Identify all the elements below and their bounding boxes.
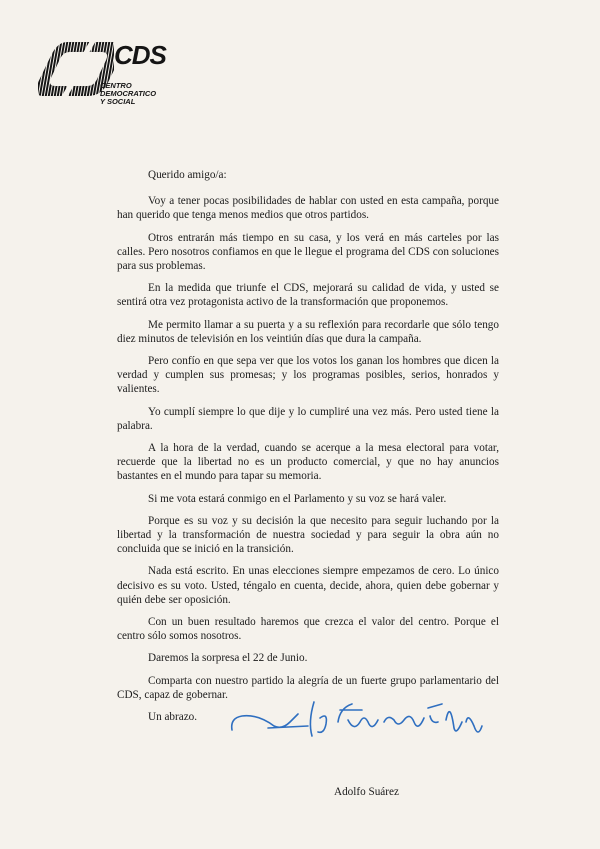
- logo-subtitle-line: CENTRO: [100, 81, 132, 90]
- paragraph: En la medida que triunfe el CDS, mejorará su calidad de vida, y usted se sentirá otra vez protagonista activo de la transformación que proponemos.: [117, 282, 499, 309]
- logo-subtitle: [100, 82, 180, 106]
- paragraph: Voy a tener pocas posibilidades de hablar con usted en esta campaña, porque han querido que tenga menos medios que otros partidos.: [117, 195, 499, 222]
- paragraph: Daremos la sorpresa el 22 de Junio.: [148, 652, 308, 665]
- signer-name: Adolfo Suárez: [334, 786, 399, 798]
- greeting: Querido amigo/a:: [148, 169, 227, 181]
- logo-subtitle-line: DEMOCRATICO: [100, 89, 157, 98]
- letter-body: [117, 168, 499, 732]
- paragraph: A la hora de la verdad, cuando se acerque a la mesa electoral para votar, recuerde que la libertad no es un producto comercial, y que no hay anuncios bastantes en el mundo para tapar su memoria.: [117, 442, 499, 483]
- paragraph: Porque es su voz y su decisión la que necesito para seguir luchando por la libertad y la transformación de nuestra sociedad y para seguir la obra aún no concluida que se inició en la transición.: [117, 514, 499, 556]
- paragraph: Con un buen resultado haremos que crezca el valor del centro. Porque el centro sólo somos nosotros.: [117, 616, 499, 643]
- handwritten-signature: [228, 692, 488, 762]
- paragraph: Nada está escrito. En unas elecciones siempre empezamos de cero. Lo único decisivo es su voto. Usted, téngalo en cuenta, decide, ahora, quien debe gobernar y quién debe ser oposición.: [117, 565, 499, 606]
- logo-subtitle-line: Y SOCIAL: [100, 97, 136, 106]
- cds-logo: [38, 38, 178, 128]
- paragraph: Pero confío en que sepa ver que los votos los ganan los hombres que dicen la verdad y cumplen sus promesas; y los programas posibles, serios, honrados y valientes.: [117, 355, 499, 396]
- logo-wordmark: CDS: [114, 40, 166, 70]
- paragraph: Me permito llamar a su puerta y a su reflexión para recordarle que sólo tengo diez minutos de televisión en los veintiún días que dura la campaña.: [117, 318, 499, 345]
- paragraph: Si me vota estará conmigo en el Parlamento y su voz se hará valer.: [148, 492, 447, 505]
- closing: Un abrazo.: [148, 711, 198, 724]
- paragraph: Yo cumplí siempre lo que dije y lo cumpliré una vez más. Pero usted tiene la palabra.: [117, 405, 499, 432]
- paragraph: Comparta con nuestro partido la alegría de un fuerte grupo parlamentario del CDS, capaz de gobernar.: [117, 674, 499, 701]
- paragraph: Otros entrarán más tiempo en su casa, y los verá en más carteles por las calles. Pero nosotros confiamos en que le llegue el programa del CDS con soluciones para sus problemas.: [117, 231, 499, 273]
